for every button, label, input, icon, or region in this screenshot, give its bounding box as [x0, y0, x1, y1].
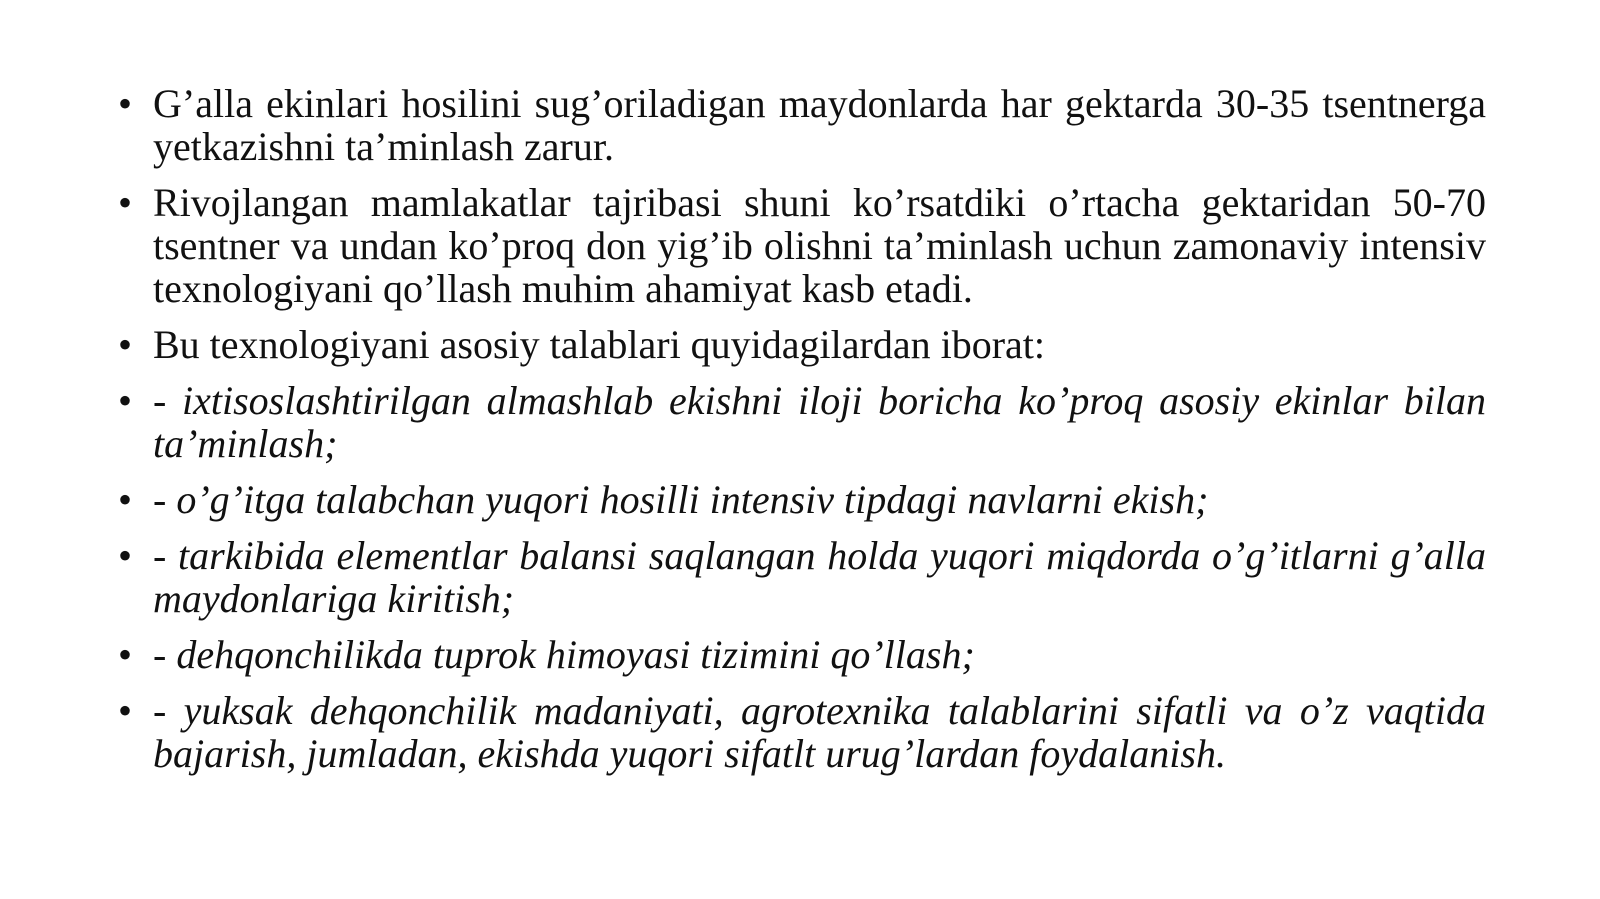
- bullet-marker: •: [118, 632, 133, 677]
- list-item-text: - ixtisoslashtirilgan almashlab ekishni iloji boricha ko’proq asosiy ekinlar bilan ta’minlash;: [153, 378, 1486, 466]
- list-item-5: [118, 478, 1486, 521]
- list-item-8: [118, 689, 1486, 775]
- slide-content: [118, 82, 1486, 788]
- list-item-2: [118, 181, 1486, 310]
- bullet-list: [118, 82, 1486, 775]
- bullet-marker: •: [118, 477, 133, 522]
- list-item-text: - dehqonchilikda tuprok himoyasi tizimini qo’llash;: [153, 632, 975, 677]
- bullet-marker: •: [118, 81, 133, 126]
- list-item-4: [118, 379, 1486, 465]
- bullet-marker: •: [118, 533, 133, 578]
- bullet-marker: •: [118, 378, 133, 423]
- list-item-text: - yuksak dehqonchilik madaniyati, agrotexnika talablarini sifatli va o’z vaqtida bajarish, jumladan, ekishda yuqori sifatlt urug’lardan foydalanish.: [153, 688, 1486, 776]
- list-item-text: G’alla ekinlari hosilini sug’oriladigan maydonlarda har gektarda 30-35 tsentnerga yetkazishni ta’minlash zarur.: [153, 81, 1486, 169]
- list-item-text: Bu texnologiyani asosiy talablari quyidagilardan iborat:: [153, 322, 1046, 367]
- list-item-6: [118, 534, 1486, 620]
- bullet-marker: •: [118, 322, 133, 367]
- list-item-1: [118, 82, 1486, 168]
- list-item-7: [118, 633, 1486, 676]
- list-item-text: - o’g’itga talabchan yuqori hosilli intensiv tipdagi navlarni ekish;: [153, 477, 1209, 522]
- list-item-text: Rivojlangan mamlakatlar tajribasi shuni ko’rsatdiki o’rtacha gektaridan 50-70 tsentner va undan ko’proq don yig’ib olishni ta’minlash uchun zamonaviy intensiv texnologiyani qo’llash muhim ahamiyat kasb etadi.: [153, 180, 1486, 311]
- list-item-text: - tarkibida elementlar balansi saqlangan holda yuqori miqdorda o’g’itlarni g’alla maydonlariga kiritish;: [153, 533, 1486, 621]
- bullet-marker: •: [118, 180, 133, 225]
- bullet-marker: •: [118, 688, 133, 733]
- list-item-3: [118, 323, 1486, 366]
